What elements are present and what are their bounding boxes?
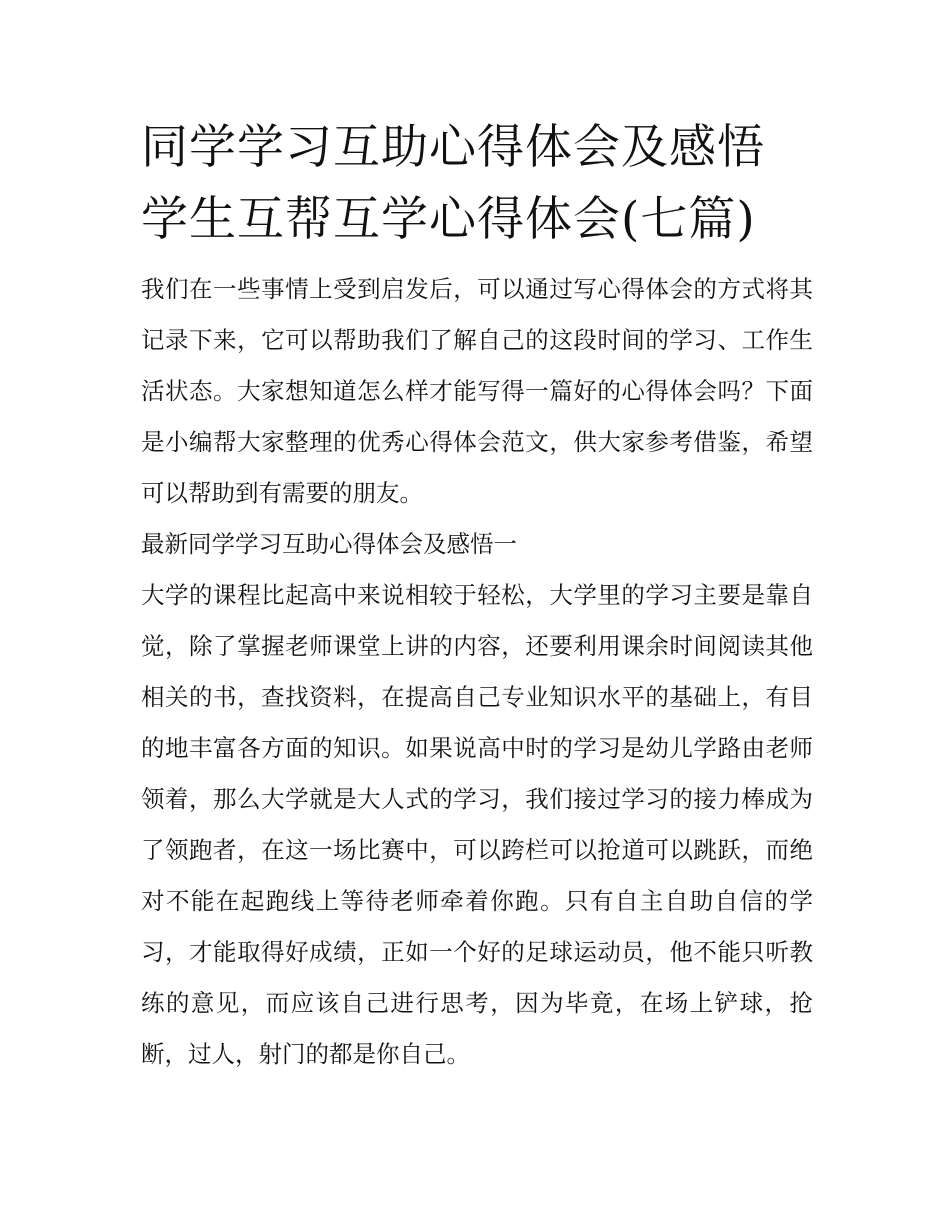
title-line-1: 同学学习互助心得体会及感悟 xyxy=(141,120,765,175)
section-paragraph: 大学的课程比起高中来说相较于轻松，大学里的学习主要是靠自觉，除了掌握老师课堂上讲的内容，还要利用课余时间阅读其他相关的书，查找资料，在提高自己专业知识水平的基础上，有目的地丰富各方面的知识。如果说高中时的学习是幼儿学路由老师领着，那么大学就是大人式的学习，我们接过学习的接力棒成为了领跑者，在这一场比赛中，可以跨栏可以抢道可以跳跃，而绝对不能在起跑线上等待老师牵着你跑。只有自主自助自信的学习，才能取得好成绩，正如一个好的足球运动员，他不能只听教练的意见，而应该自己进行思考，因为毕竟，在场上铲球，抢断，过人，射门的都是你自己。 xyxy=(141,581,813,1068)
section-heading: 最新同学学习互助心得体会及感悟一 xyxy=(141,530,517,558)
title-line-2: 学生互帮互学心得体会(七篇) xyxy=(141,192,756,247)
document-content xyxy=(141,112,813,1080)
document-title xyxy=(141,112,813,256)
intro-paragraph: 我们在一些事情上受到启发后，可以通过写心得体会的方式将其记录下来，它可以帮助我们了解自己的这段时间的学习、工作生活状态。大家想知道怎么样才能写得一篇好的心得体会吗？下面是小编帮大家整理的优秀心得体会范文，供大家参考借鉴，希望可以帮助到有需要的朋友。 xyxy=(141,275,813,507)
title-block xyxy=(141,112,813,256)
